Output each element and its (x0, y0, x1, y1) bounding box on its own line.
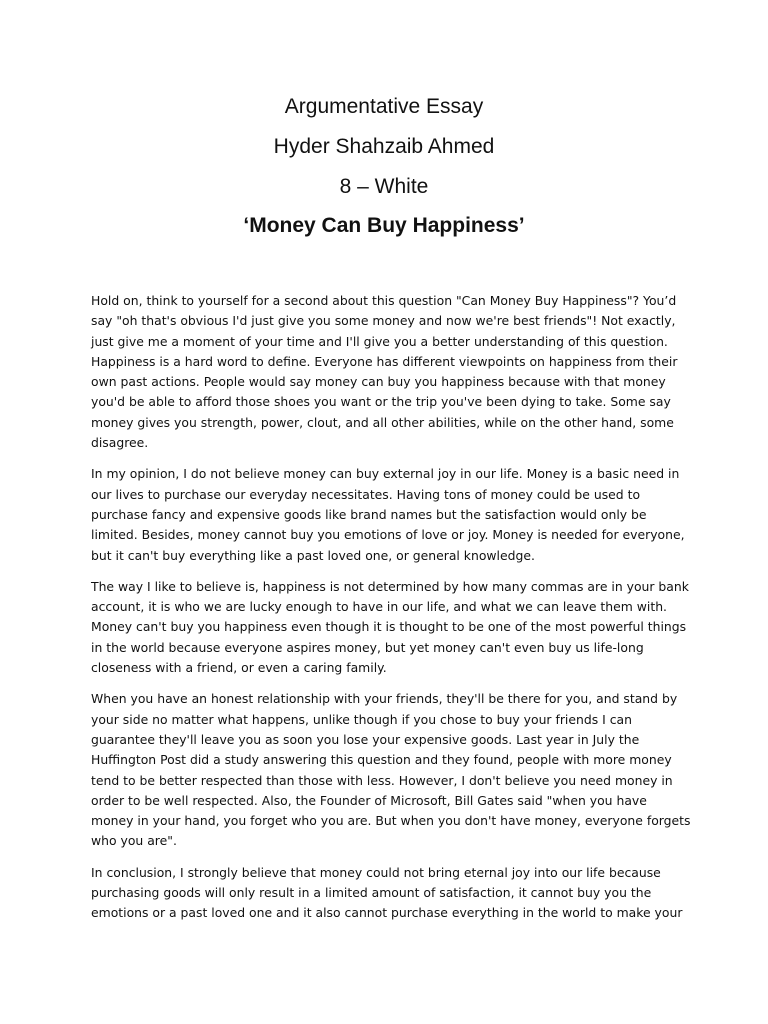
essay-body (91, 291, 691, 935)
paragraph-belief: The way I like to believe is, happiness is not determined by how many commas are in your bank account, it is who we are lucky enough to have in our life, and what we can leave them with. Money can't buy you happiness even though it is thought to be one of the most powerful things in the world because everyone aspires money, but yet money can't even buy us life-long closeness with a friend, or even a caring family. (91, 578, 689, 676)
paragraph-opinion: In my opinion, I do not believe money can buy external joy in our life. Money is a basic need in our lives to purchase our everyday necessitates. Having tons of money could be used to purchase fancy and expensive goods like brand names but the satisfaction would only be limited. Besides, money cannot buy you emotions of love or joy. Money is needed for everyone, but it can't buy everything like a past loved one, or general knowledge. (91, 466, 685, 563)
paragraph-intro: Hold on, think to yourself for a second about this question "Can Money Buy Happiness"? You’d say "oh that's obvious I'd just give you some money and now we're best friends"! Not exactly, just give me a moment of your time and I'll give you a better understanding of this question. Happiness is a hard word to define. Everyone has different viewpoints on happiness from their own past actions. People would say money can buy you happiness because with that money you'd be able to afford those shoes you want or the trip you've been dying to take. Some say money gives you strength, power, clout, and all other abilities, while on the other hand, some disagree. (91, 293, 678, 451)
paragraph-conclusion: In conclusion, I strongly believe that money could not bring eternal joy into our life because purchasing goods will only result in a limited amount of satisfaction, it cannot buy you the emotions or a past loved one and it also cannot purchase everything in the world to make your (91, 864, 683, 921)
author-name: Hyder Shahzaib Ahmed (273, 135, 495, 158)
paragraph-relationships: When you have an honest relationship with your friends, they'll be there for you, and stand by your side no matter what happens, unlike though if you chose to buy your friends I can guarantee they'll leave you as soon you lose your expensive goods. Last year in July the Huffington Post did a study answering this question and they found, people with more money tend to be better respected than those with less. However, I don't believe you need money in order to be well respected. Also, the Founder of Microsoft, Bill Gates said "when you have money in your hand, you forget who you are. But when you don't have money, everyone forgets who you are". (91, 691, 691, 849)
class-label: 8 – White (339, 175, 429, 198)
document-title: Argumentative Essay (284, 95, 484, 118)
essay-title: ‘Money Can Buy Happiness’ (243, 214, 525, 237)
